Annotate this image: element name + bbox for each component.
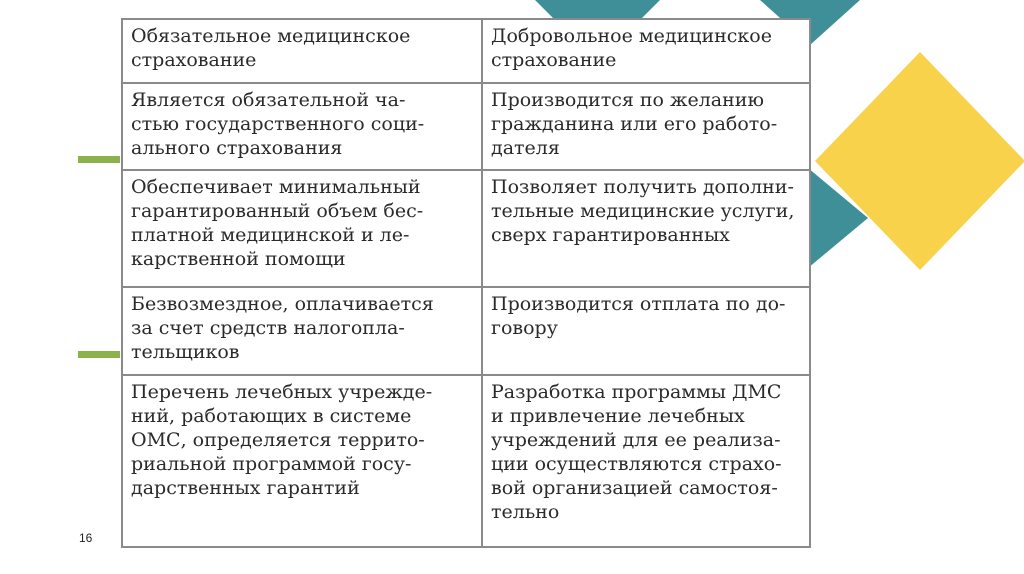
row-2-oms-text: Обеспечивает минимальный гарантированный объем бес- платной медицинской и ле- карственной помощи <box>131 176 424 270</box>
green-accent-bar-top <box>78 156 120 163</box>
row-1-dms-text: Производится по желанию гражданина или его работо- дателя <box>491 89 778 159</box>
header-oms-text: Обязательное медицинское страхование <box>131 25 411 71</box>
table-cell-dms <box>482 287 810 375</box>
table-cell-oms <box>122 170 482 287</box>
table-cell-dms <box>482 170 810 287</box>
header-cell-oms <box>122 19 482 83</box>
table-row <box>122 83 810 170</box>
teal-triangle-top-left <box>535 0 660 20</box>
table-cell-oms <box>122 287 482 375</box>
table-row <box>122 287 810 375</box>
row-2-dms-text: Позволяет получить дополни- тельные медицинские услуги, сверх гарантированных <box>491 176 795 246</box>
table-cell-dms <box>482 83 810 170</box>
table-row <box>122 375 810 547</box>
page-number: 16 <box>79 531 93 545</box>
table-row <box>122 170 810 287</box>
table-cell-oms <box>122 83 482 170</box>
table-header-row <box>122 19 810 83</box>
row-4-oms-text: Перечень лечебных учрежде- ний, работающих в системе ОМС, определяется террито- риальной программой госу- дарственных гарантий <box>131 381 433 499</box>
row-3-oms-text: Безвозмездное, оплачивается за счет средств налогопла- тельщиков <box>131 293 434 363</box>
yellow-diamond-shape <box>815 52 1024 270</box>
row-3-dms-text: Производится отплата по до- говору <box>491 293 786 339</box>
table-cell-oms <box>122 375 482 547</box>
comparison-table-wrapper <box>121 18 811 548</box>
header-dms-text: Добровольное медицинское страхование <box>491 25 772 71</box>
table-cell-dms <box>482 375 810 547</box>
green-accent-bar-bottom <box>78 351 120 358</box>
row-1-oms-text: Является обязательной ча- стью государственного соци- ального страхования <box>131 89 425 159</box>
row-4-dms-text: Разработка программы ДМС и привлечение лечебных учреждений для ее реализа- ции осуществляются страхо- вой организацией самостоя- тельно <box>491 381 782 523</box>
header-cell-dms <box>482 19 810 83</box>
comparison-table <box>121 18 811 548</box>
